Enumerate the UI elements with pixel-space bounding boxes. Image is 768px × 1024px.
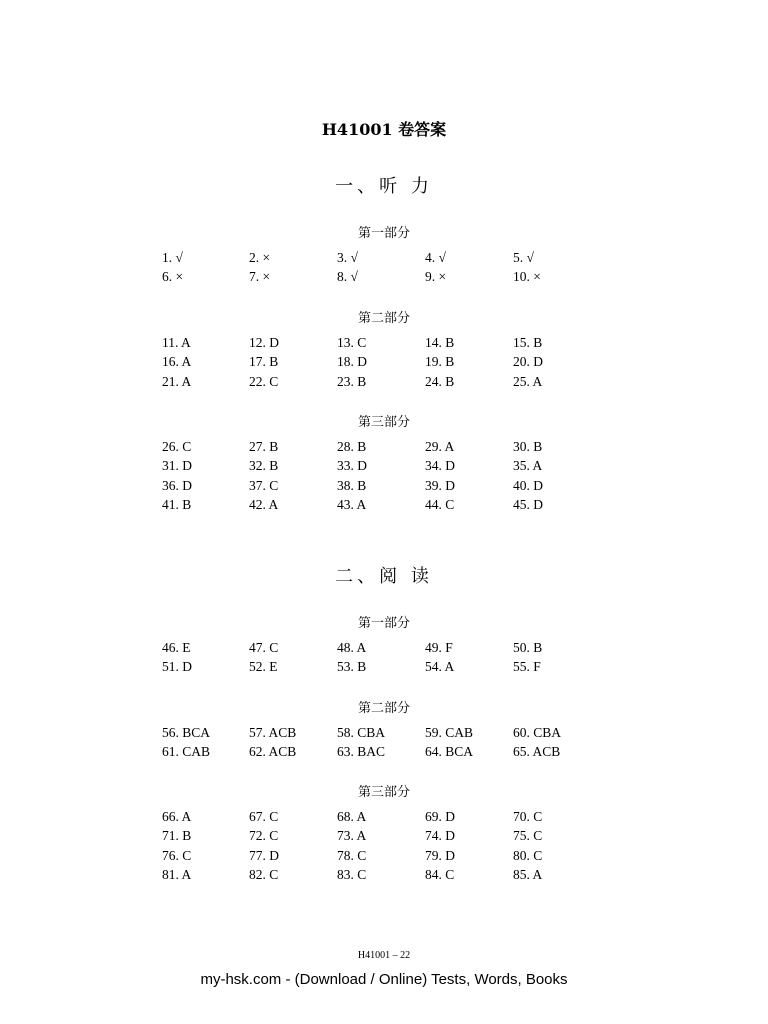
answer-item: 17. B	[249, 354, 279, 370]
answer-item: 49. F	[425, 640, 453, 655]
part-label: 第一部分	[357, 226, 410, 241]
answer-item: 84. C	[425, 866, 455, 882]
answer-item: 75. C	[513, 828, 543, 844]
answer-item: 50. B	[513, 640, 543, 655]
answer-item: 52. E	[249, 659, 278, 675]
answer-item: 73. A	[337, 828, 367, 844]
answer-item: 74. D	[425, 828, 455, 844]
answer-row	[0, 374, 768, 393]
answer-item: 63. BAC	[337, 744, 386, 760]
answer-item: 80. C	[513, 847, 543, 863]
answer-row	[0, 848, 768, 867]
answer-item: 38. B	[337, 477, 367, 493]
answer-item: 45. D	[513, 496, 543, 512]
answer-row	[0, 809, 768, 828]
answer-item: 79. D	[425, 847, 455, 863]
answer-item: 35. A	[513, 458, 543, 474]
answer-row	[0, 725, 768, 744]
answer-item: 31. D	[162, 458, 192, 474]
answer-row	[0, 439, 768, 458]
answer-row	[0, 354, 768, 373]
answer-item: 42. A	[249, 496, 279, 512]
answer-row	[0, 659, 768, 678]
answer-item: 16. A	[162, 354, 192, 370]
answer-item: 47. C	[249, 640, 279, 655]
answer-row	[0, 269, 768, 288]
answer-item: 15. B	[513, 335, 543, 350]
answer-item: 48. A	[337, 640, 367, 655]
part-label: 第三部分	[357, 415, 410, 430]
answer-item: 41. B	[162, 496, 192, 512]
answer-item: 83. C	[337, 866, 367, 882]
answer-item: 11. A	[162, 335, 191, 350]
part-label: 第二部分	[357, 701, 410, 716]
answer-item: 21. A	[162, 373, 192, 389]
answer-item: 24. B	[425, 373, 455, 389]
answer-item: 1. √	[162, 250, 183, 265]
answer-item: 23. B	[337, 373, 367, 389]
answer-item: 44. C	[425, 496, 455, 512]
answer-item: 30. B	[513, 439, 543, 454]
answer-item: 59. CAB	[425, 725, 474, 740]
answer-item: 66. A	[162, 809, 192, 824]
answer-item: 78. C	[337, 847, 367, 863]
answer-item: 39. D	[425, 477, 455, 493]
answer-row	[0, 744, 768, 763]
answer-item: 6. ×	[162, 269, 184, 285]
answer-item: 37. C	[249, 477, 279, 493]
answer-row	[0, 867, 768, 886]
answer-item: 7. ×	[249, 269, 271, 285]
answer-item: 60. CBA	[513, 725, 562, 740]
answer-item: 43. A	[337, 496, 367, 512]
answer-item: 33. D	[337, 458, 367, 474]
answer-item: 20. D	[513, 354, 543, 370]
answer-item: 56. BCA	[162, 725, 211, 740]
answer-item: 62. ACB	[249, 744, 297, 760]
answer-item: 53. B	[337, 659, 367, 675]
answer-item: 34. D	[425, 458, 455, 474]
answer-row	[0, 828, 768, 847]
answer-item: 51. D	[162, 659, 192, 675]
answer-item: 13. C	[337, 335, 367, 350]
answer-item: 85. A	[513, 866, 543, 882]
page-title: H41001 卷答案	[321, 120, 447, 139]
answer-row	[0, 478, 768, 497]
answer-row	[0, 458, 768, 477]
section-heading: 二、阅 读	[335, 566, 433, 587]
answer-item: 65. ACB	[513, 744, 561, 760]
answer-item: 2. ×	[249, 250, 271, 265]
answer-item: 57. ACB	[249, 725, 297, 740]
answer-item: 55. F	[513, 659, 541, 675]
answer-item: 67. C	[249, 809, 279, 824]
answer-item: 40. D	[513, 477, 543, 493]
answer-item: 22. C	[249, 373, 279, 389]
answer-item: 19. B	[425, 354, 455, 370]
answer-item: 76. C	[162, 847, 192, 863]
part-label: 第一部分	[357, 616, 410, 631]
answer-item: 14. B	[425, 335, 455, 350]
answer-row	[0, 640, 768, 659]
part-label: 第三部分	[357, 785, 410, 800]
part-label: 第二部分	[357, 311, 410, 326]
answer-item: 27. B	[249, 439, 279, 454]
answer-item: 36. D	[162, 477, 192, 493]
answer-item: 25. A	[513, 373, 543, 389]
page-code: H41001 – 22	[357, 950, 411, 961]
answer-row	[0, 497, 768, 516]
answer-item: 10. ×	[513, 269, 541, 285]
answer-item: 28. B	[337, 439, 367, 454]
answer-item: 70. C	[513, 809, 543, 824]
answer-item: 3. √	[337, 250, 358, 265]
answer-item: 12. D	[249, 335, 279, 350]
answer-item: 82. C	[249, 866, 279, 882]
answer-row	[0, 335, 768, 354]
answer-item: 54. A	[425, 659, 455, 675]
answer-item: 8. √	[337, 269, 358, 285]
answer-item: 4. √	[425, 250, 446, 265]
answer-item: 81. A	[162, 866, 192, 882]
answer-item: 58. CBA	[337, 725, 386, 740]
answer-item: 18. D	[337, 354, 367, 370]
answer-item: 46. E	[162, 640, 191, 655]
answer-item: 71. B	[162, 828, 192, 844]
answer-item: 29. A	[425, 439, 455, 454]
site-footer-text: my-hsk.com - (Download / Online) Tests, Words, Books	[200, 971, 568, 988]
answer-item: 64. BCA	[425, 744, 474, 760]
answer-item: 61. CAB	[162, 744, 211, 760]
answer-item: 26. C	[162, 439, 192, 454]
section-heading: 一、听 力	[335, 176, 433, 197]
answer-item: 68. A	[337, 809, 367, 824]
answer-item: 69. D	[425, 809, 455, 824]
answer-item: 77. D	[249, 847, 279, 863]
answer-item: 9. ×	[425, 269, 447, 285]
answer-item: 5. √	[513, 250, 534, 265]
answer-item: 72. C	[249, 828, 279, 844]
answer-item: 32. B	[249, 458, 279, 474]
answer-row	[0, 250, 768, 269]
